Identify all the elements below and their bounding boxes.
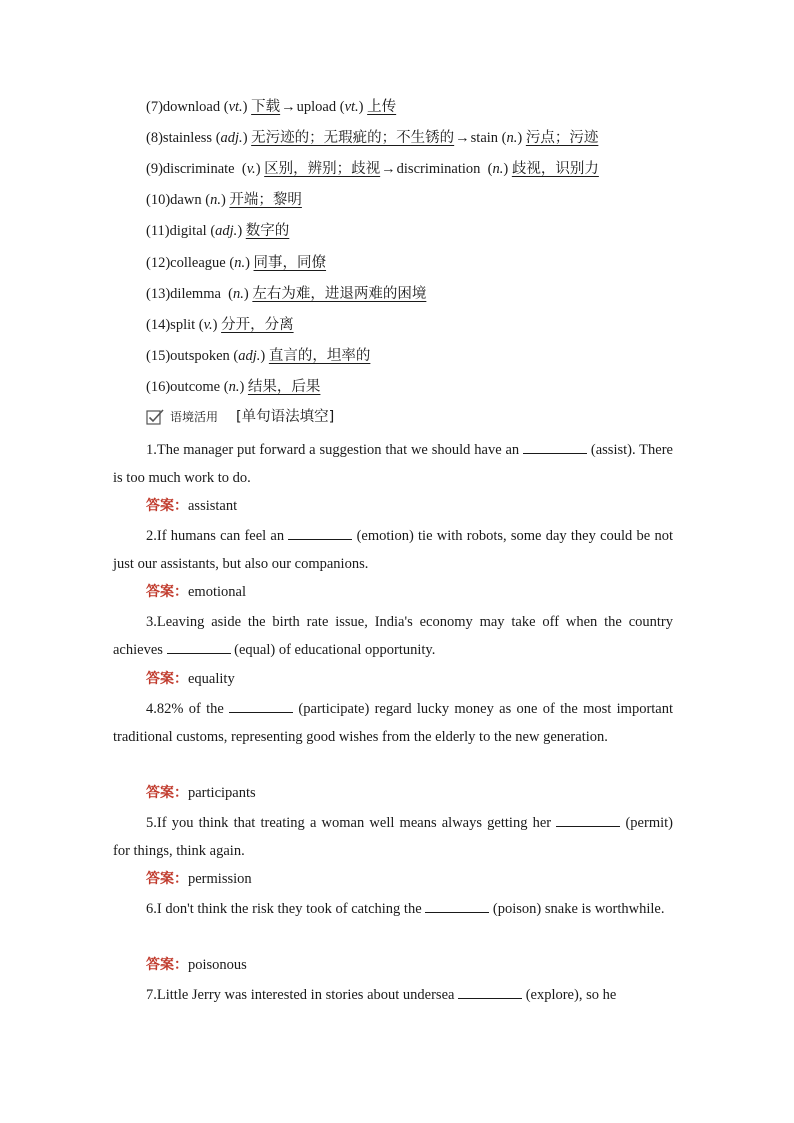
checkbox-pen-icon (146, 408, 166, 426)
vocab-meaning: 同事，同僚 (253, 255, 327, 271)
vocab-item: (12)colleague (n.) 同事，同僚 (146, 255, 327, 271)
vocab-item: (14)split (v.) 分开，分离 (146, 317, 294, 333)
vocab-item: (15)outspoken (adj.) 直言的，坦率的 (146, 348, 371, 364)
question-text-after: (assist). There is too much work to do. (113, 442, 673, 486)
vocab-meaning: 左右为难，进退两难的困境 (252, 286, 427, 302)
vocab-pos: adj. (215, 223, 238, 239)
arrow-icon: → (455, 130, 470, 146)
vocab-number: (10) (146, 192, 171, 208)
vocab-pos: v. (203, 317, 213, 333)
question-item (113, 695, 673, 751)
vocab-item: (8)stainless (adj.) 无污迹的；无瑕疵的；不生锈的→stain (n.) 污点；污迹 (146, 130, 599, 146)
answer-blank (167, 639, 231, 654)
question-item (113, 981, 673, 1009)
question-text-before: 5.If you think that treating a woman well means always getting her (146, 815, 557, 831)
vocab-number: (9) (146, 161, 163, 177)
answer-line (146, 955, 247, 975)
question-text-after: (emotion) tie with robots, some day they could be not just our assistants, but also our companions. (113, 528, 673, 572)
vocab-related-word: discrimination (396, 161, 481, 177)
vocab-meaning: 下载 (251, 99, 281, 115)
answer-label: 答案： (146, 671, 188, 687)
answer-blank (229, 698, 293, 713)
vocab-meaning: 无污迹的；无瑕疵的；不生锈的 (251, 130, 455, 146)
vocab-related-pos: n. (492, 161, 504, 177)
vocab-pos: n. (234, 255, 246, 271)
vocab-pos: n. (233, 286, 244, 302)
vocab-related-word: stain (470, 130, 499, 146)
vocab-number: (15) (146, 348, 171, 364)
vocab-meaning: 直言的，坦率的 (268, 348, 371, 364)
vocab-item: (10)dawn (n.) 开端；黎明 (146, 192, 302, 208)
vocab-word: dilemma (170, 286, 221, 302)
vocab-related-meaning: 污点；污迹 (525, 130, 599, 146)
vocab-item: (16)outcome (n.) 结果，后果 (146, 379, 321, 395)
vocab-number: (8) (146, 130, 163, 146)
answer-label: 答案： (146, 584, 188, 600)
answer-text: poisonous (188, 957, 247, 973)
answer-blank (288, 525, 352, 540)
section-title: [单句语法填空] (236, 409, 335, 425)
answer-label: 答案： (146, 957, 188, 973)
arrow-icon: → (381, 161, 396, 177)
vocab-related-meaning: 上传 (367, 99, 397, 115)
vocab-word: outcome (170, 379, 221, 395)
vocab-number: (11) (146, 223, 170, 239)
answer-line (146, 496, 237, 516)
vocab-related-pos: n. (506, 130, 518, 146)
answer-text: permission (188, 871, 252, 887)
vocab-number: (14) (146, 317, 171, 333)
vocab-word: digital (169, 223, 207, 239)
vocab-number: (7) (146, 99, 163, 115)
answer-blank (556, 812, 620, 827)
answer-blank (458, 984, 522, 999)
arrow-icon: → (281, 99, 296, 115)
question-text-after: (poison) snake is worthwhile. (489, 901, 665, 917)
vocab-pos: n. (228, 379, 240, 395)
answer-label: 答案： (146, 871, 188, 887)
question-text-before: 6.I don't think the risk they took of catching the (146, 901, 426, 917)
answer-label: 答案： (146, 785, 188, 801)
answer-line (146, 783, 256, 803)
vocab-meaning: 开端；黎明 (229, 192, 302, 208)
vocab-related-pos: vt. (344, 99, 359, 115)
section-tag: 语境活用 (170, 410, 219, 424)
vocab-related-word: upload (296, 99, 337, 115)
vocab-number: (12) (146, 255, 171, 271)
vocab-pos: v. (246, 161, 256, 177)
question-text-after: (participate) regard lucky money as one of the most important traditional customs, representing good wishes from the elderly to the new generation. (113, 701, 674, 745)
vocab-meaning: 分开，分离 (221, 317, 294, 333)
vocab-item: (11)digital (adj.) 数字的 (146, 223, 290, 239)
answer-line (146, 582, 246, 602)
vocab-number: (13) (146, 286, 171, 302)
question-text-after: (explore), so he (522, 987, 617, 1003)
vocab-word: outspoken (170, 348, 230, 364)
question-text-before: 1.The manager put forward a suggestion that we should have an (146, 442, 524, 458)
answer-text: equality (188, 671, 235, 687)
vocab-word: colleague (170, 255, 226, 271)
question-text-after: (equal) of educational opportunity. (230, 642, 436, 658)
vocab-item: (9)discriminate (v.) 区别，辨别；歧视→discrimination (n.) 歧视，识别力 (146, 161, 599, 177)
answer-blank (425, 898, 489, 913)
answer-line (146, 669, 235, 689)
question-item (113, 608, 673, 664)
question-text-before: 2.If humans can feel an (146, 528, 289, 544)
vocab-word: discriminate (162, 161, 235, 177)
question-text-after: (permit) for things, think again. (113, 815, 673, 859)
vocab-item: (7)download (vt.) 下载→upload (vt.) 上传 (146, 99, 397, 115)
section-header (146, 407, 334, 427)
question-item (113, 895, 673, 923)
vocab-meaning: 结果，后果 (247, 379, 321, 395)
answer-blank (523, 439, 587, 454)
vocab-meaning: 区别，辨别；歧视 (264, 161, 381, 177)
vocab-word: split (170, 317, 196, 333)
question-text-before: 3.Leaving aside the birth rate issue, India's economy may take off when the country achieves (113, 614, 673, 658)
answer-text: assistant (188, 498, 238, 514)
question-item (113, 522, 673, 578)
vocab-meaning: 数字的 (245, 223, 290, 239)
answer-label: 答案： (146, 498, 188, 514)
vocab-word: download (162, 99, 221, 115)
answer-line (146, 869, 252, 889)
vocab-number: (16) (146, 379, 171, 395)
vocab-pos: n. (210, 192, 221, 208)
vocab-pos: adj. (220, 130, 243, 146)
question-item (113, 809, 673, 865)
question-item (113, 436, 673, 492)
answer-text: emotional (188, 584, 246, 600)
vocab-item: (13)dilemma (n.) 左右为难，进退两难的困境 (146, 286, 427, 302)
answer-text: participants (188, 785, 256, 801)
vocab-word: stainless (162, 130, 213, 146)
question-text-before: 4.82% of the (146, 701, 230, 717)
question-text-before: 7.Little Jerry was interested in stories about undersea (146, 987, 459, 1003)
vocab-related-meaning: 歧视，识别力 (511, 161, 599, 177)
vocab-pos: adj. (238, 348, 261, 364)
vocab-pos: vt. (228, 99, 243, 115)
vocab-word: dawn (170, 192, 202, 208)
